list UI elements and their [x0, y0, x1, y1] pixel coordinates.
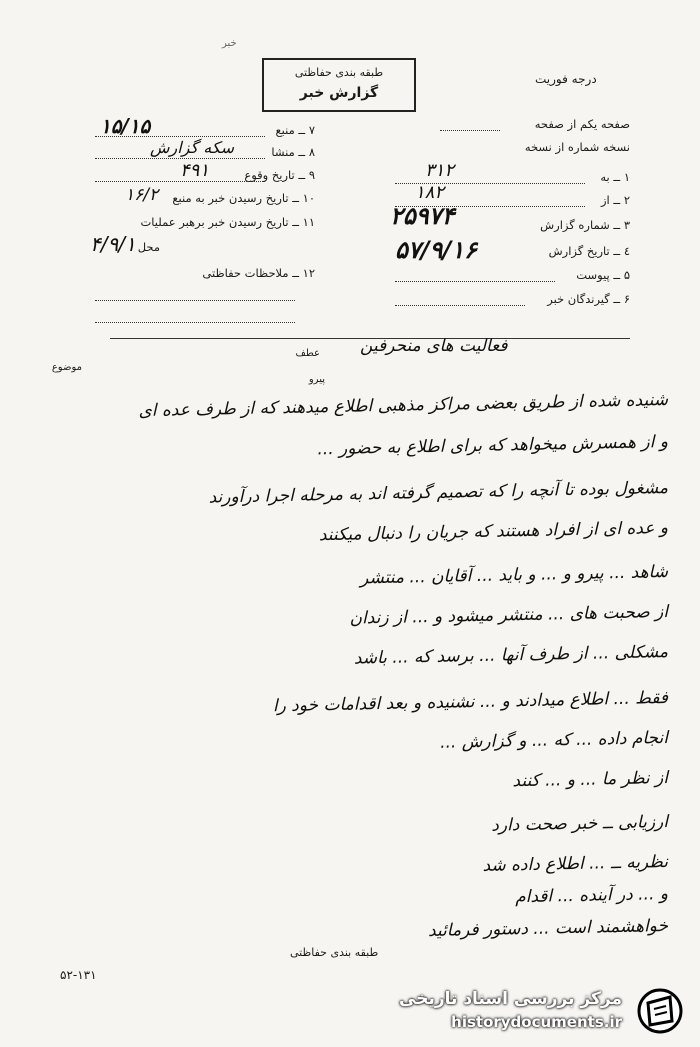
body-line: و ... در آینده ... اقدام	[514, 884, 669, 908]
body-line: شنیده شده از طریق بعضی مراکز مذهبی اطلاع میدهند که از طرف عده ای	[138, 390, 669, 422]
pirov-label: پیرو	[308, 374, 325, 385]
watermark-title: مرکز بررسی اسناد تاریخی	[399, 989, 622, 1009]
source-receipt-date-label: ۱۰ ــ تاریخ رسیدن خبر به منبع	[172, 191, 315, 205]
archive-logo-icon	[634, 987, 686, 1035]
classification-box	[262, 58, 416, 112]
field-to-label: ۱ ــ به	[600, 170, 630, 184]
source-label: ۷ ــ منبع	[275, 123, 315, 137]
recipients-label: ۶ ــ گیرندگان خبر	[547, 292, 630, 306]
source-value: ۱۵/۱۵	[100, 114, 151, 138]
watermark-url: historydocuments.ir	[451, 1013, 622, 1031]
form-code: ۵۲-۱۳۱	[60, 968, 97, 982]
dotted-line	[395, 305, 525, 306]
atf-label: عطف	[295, 348, 320, 359]
subject-label: موضوع	[51, 362, 82, 373]
body-line: مشکلی ... از طرف آنها ... برسد که ... باشد	[353, 642, 669, 669]
body-line: از صحبت های ... منتشر میشود و ... از زندان	[349, 602, 669, 629]
ops-receipt-date-label: ۱۱ ــ تاریخ رسیدن خبر برهبر عملیات	[140, 215, 315, 229]
body-line: فقط ... اطلاع میدادند و ... نشنیده و بعد اقدامات خود را	[272, 688, 669, 717]
origin-value: سکه گزارش	[150, 138, 235, 157]
urgency-label: درجه فوریت	[535, 72, 597, 86]
report-date-label: ٤ ــ تاریخ گزارش	[548, 244, 630, 258]
top-note: خبر	[222, 38, 237, 49]
footer-classification: طبقه بندی حفاظتی	[290, 946, 379, 959]
document-title: گزارش خبر	[299, 85, 379, 101]
source-receipt-date-value: ۱۶/۲	[125, 185, 159, 205]
dotted-line	[95, 300, 295, 301]
body-line: ارزیابی ــ خبر صحت دارد	[491, 812, 669, 836]
field-to-value: ۳۱۲	[425, 160, 455, 181]
body-line: مشغول بوده تا آنچه را که تصمیم گرفته اند به مرحله اجرا درآورند	[208, 478, 669, 508]
report-date-value: ۵۷/۹/۱۶	[395, 236, 477, 264]
copy-number-label: نسخه شماره از نسخه	[524, 140, 630, 154]
body-line: از نظر ما ... و ... کنند	[512, 768, 669, 792]
dotted-line	[95, 181, 265, 182]
subject-value: فعالیت های منحرفین	[360, 336, 508, 356]
page-number-label: صفحه یکم از صفحه	[534, 117, 630, 131]
attachment-label: ۵ ــ پیوست	[576, 268, 630, 282]
field-from-value: ۱۸۲	[415, 182, 445, 203]
classification-label: طبقه بندی حفاظتی	[294, 66, 384, 79]
body-line: نظریه ــ ... اطلاع داده شد	[482, 852, 669, 876]
event-date-label: ۹ ــ تاریخ وقوع	[244, 168, 315, 182]
body-line: و عده ای از افراد هستند که جریان را دنبال میکنند	[318, 518, 669, 546]
event-date-value: ۴۹۱	[180, 160, 210, 181]
body-line: انجام داده ... که ... و گزارش ...	[439, 728, 669, 753]
body-line: شاهد ... پیرو و ... و باید ... آقایان ... منتشر	[359, 562, 669, 589]
location-label: محل	[137, 240, 160, 254]
report-number-value: ۲۵۹۷۴	[390, 202, 455, 230]
dotted-line	[95, 322, 295, 323]
body-line: و از همسرش میخواهد که برای اطلاع به حضور ...	[317, 432, 669, 460]
field-from-label: ۲ ــ از	[601, 193, 630, 207]
location-value: ۴/۹/۱	[90, 232, 136, 256]
dotted-line	[440, 130, 500, 131]
security-notes-label: ۱۲ ــ ملاحظات حفاظتی	[202, 266, 315, 280]
report-number-label: ۳ ــ شماره گزارش	[540, 218, 630, 232]
dotted-line	[95, 158, 265, 159]
body-line: خواهشمند است ... دستور فرمائید	[427, 916, 669, 942]
origin-label: ۸ ــ منشا	[271, 145, 315, 159]
dotted-line	[395, 281, 555, 282]
watermark	[398, 985, 694, 1037]
